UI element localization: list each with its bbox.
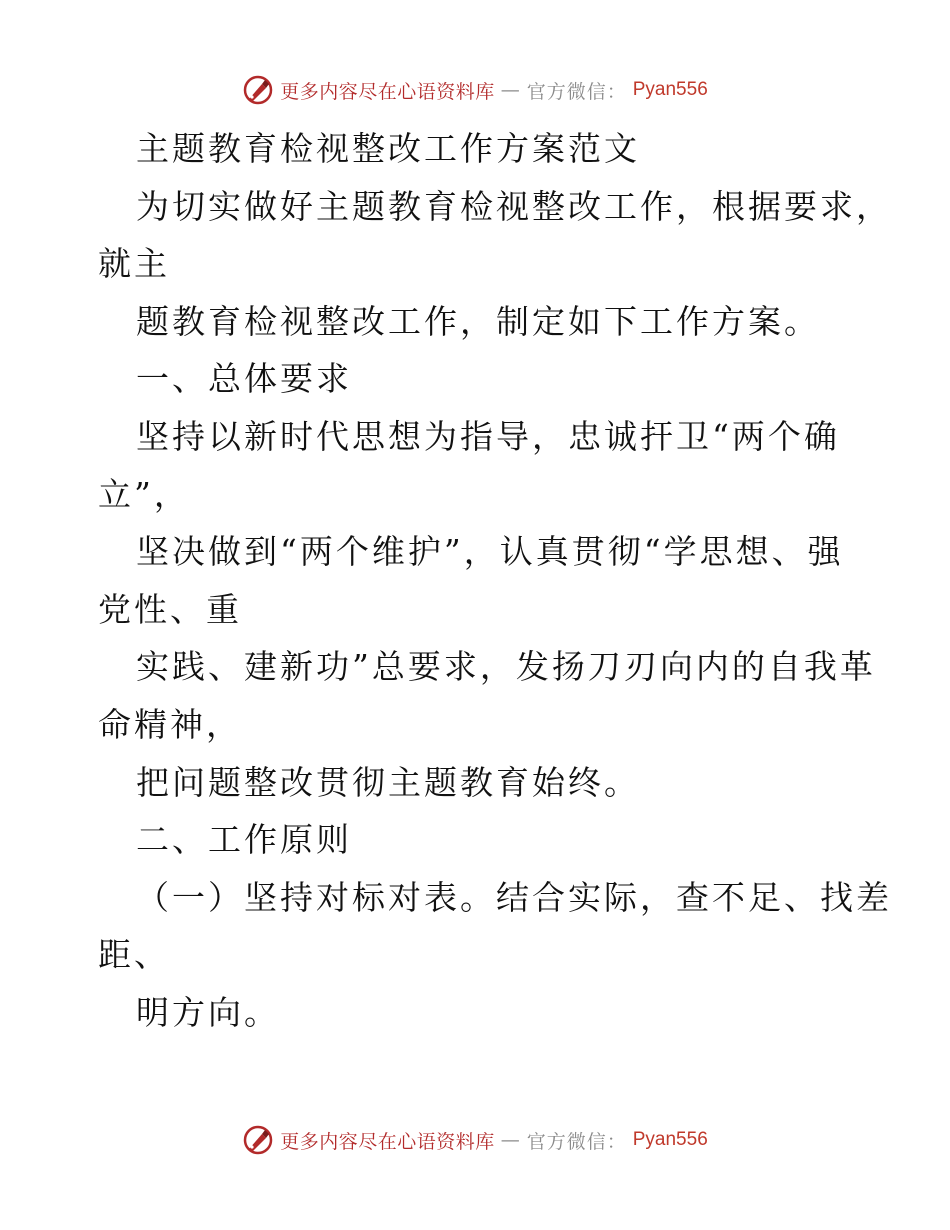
paragraph-line: 距、 (98, 935, 170, 975)
paragraph-line: 立”， (98, 474, 190, 514)
footer-banner (0, 1120, 950, 1160)
pen-logo-icon (242, 74, 274, 106)
banner-main-text: 更多内容尽在心语资料库 (280, 1130, 495, 1153)
banner-wechat-label: 官方微信： (526, 1130, 627, 1153)
banner-wechat-id: Pyan556 (632, 79, 708, 100)
paragraph-line: 明方向。 (136, 992, 280, 1032)
banner-dash: — (500, 79, 521, 101)
document-title: 主题教育检视整改工作方案范文 (136, 129, 640, 168)
paragraph-line: 坚决做到“两个维护”，认真贯彻“学思想、强 (136, 532, 844, 572)
banner-wechat-id: Pyan556 (632, 1129, 708, 1150)
banner-wechat-label: 官方微信： (526, 80, 627, 103)
header-banner (0, 70, 950, 110)
paragraph-line: 党性、重 (98, 589, 242, 629)
paragraph-line: 把问题整改贯彻主题教育始终。 (136, 762, 640, 802)
pen-logo-icon (242, 1124, 274, 1156)
paragraph-line: 题教育检视整改工作，制定如下工作方案。 (136, 301, 820, 341)
paragraph-line: 就主 (98, 244, 170, 284)
paragraph-line: 坚持以新时代思想为指导，忠诚扞卫“两个确 (136, 416, 840, 456)
section-heading: 二、工作原则 (136, 820, 352, 860)
banner-dash: — (500, 1129, 521, 1151)
paragraph-line: 命精神， (98, 704, 242, 744)
paragraph-line: 为切实做好主题教育检视整改工作，根据要求， (136, 186, 892, 226)
paragraph-line: 实践、建新功”总要求，发扬刀刃向内的自我革 (136, 647, 876, 687)
paragraph-line: （一）坚持对标对表。结合实际，查不足、找差 (136, 877, 892, 917)
document-body (98, 120, 892, 1042)
section-heading: 一、总体要求 (136, 359, 352, 399)
banner-main-text: 更多内容尽在心语资料库 (280, 80, 495, 103)
